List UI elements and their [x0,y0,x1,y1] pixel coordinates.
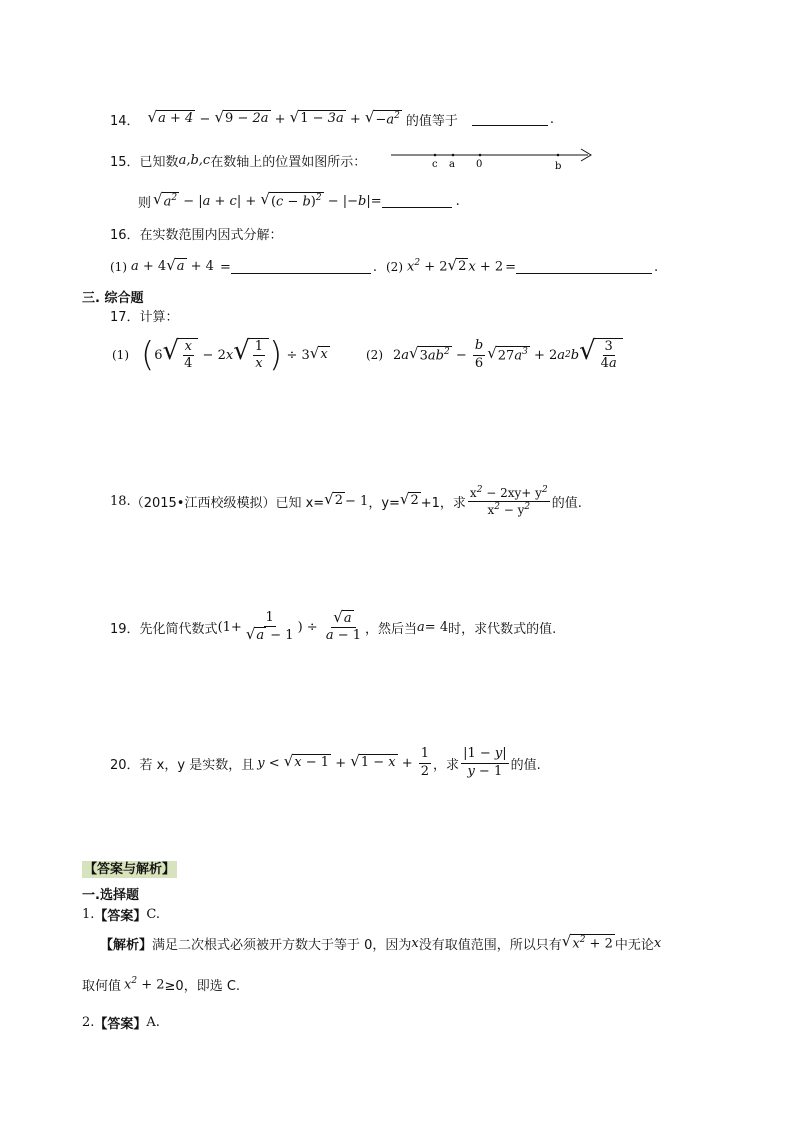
q15-line2-prefix: 则 [138,195,152,211]
q15-answer-blank[interactable] [382,195,452,208]
q15-expression: √ $a^2$ − |a + c| + √ $(c - b)^2$ − |−b| [153,189,371,210]
q18-x-minus: − 1 [345,493,369,509]
answers-header-label: 【答案与解析】 [84,862,176,877]
q16-text: 在实数范围内因式分解： [139,227,283,243]
q15-text-suffix: 在数轴上的位置如图所示： [210,154,367,170]
q16-p2-expression: $x^2 + 2$ √ 2 x + 2 [407,256,504,275]
q20-mid: ，求 [433,757,460,773]
section-3-title: 三. 综合题 [82,291,144,306]
q20-expression: y < √ x − 1 + √ 1 − x + $\frac{1}{2}$ [257,746,430,779]
question-20 [110,740,541,786]
q20-fraction: $\frac{|1 - y|}{y - 1}$ [463,746,507,779]
q17-p1-label: (1) [112,348,129,362]
q14-expression: √ a + 4 − √ 9 − 2a + √ 1 − 3a + √ $-a^2$ [147,107,400,128]
q18-fraction: $\frac{x^2 - 2xy+ y^2}{x^2 - y^2}$ [469,484,548,517]
a1-sqrt-expression: √ $x^2 + 2$ [561,931,613,952]
a2-number: 2. [82,1015,95,1030]
q14-end: . [549,111,554,127]
q17-text: 计算： [139,310,179,325]
q16-p2-eq: = [505,259,517,275]
q18-source: （2015•江西校级模拟）已知 x= [130,495,325,511]
q16-p2-answer-blank[interactable] [516,261,652,274]
q18-y-value: √ 2 [399,490,419,509]
answer-1-line2 [82,975,240,994]
q17-part-1 [112,332,330,378]
q14-answer-blank[interactable] [472,113,548,126]
question-19 [110,604,556,650]
q16-p1-eq: = [219,259,231,275]
axis-label-a: a [449,159,455,170]
q19-var-a: a [417,619,425,635]
q15-text-prefix: 已知数 [139,154,179,170]
question-16 [110,223,283,243]
q15-end: . [455,193,460,209]
a1-line2-expression: $x^2 + 2$ [124,976,165,993]
q17-part-2 [366,332,623,378]
q15-eq: = [370,193,382,209]
a1-number: 1. [82,907,95,922]
a2-value: A. [146,1015,160,1030]
q18-x-value: √ 2 [324,490,344,509]
q16-p2-label: (2) [386,260,403,274]
question-15 [110,150,366,170]
answers-header [82,858,177,877]
axis-label-c: c [432,159,438,170]
q14-tail: 的值等于 [405,113,458,129]
number-line [388,144,598,172]
answer-2 [82,1013,160,1032]
q17-p1-expression: ( 6 √ $\frac{x}{4}$ − 2 x √ $\frac{1}{x}$ ) ÷ 3 √ x [141,335,328,375]
q16-p2-end: . [654,259,659,275]
a1-expl-2: 没有取值范围，所以只有 [418,937,562,953]
a1-label: 【答案】 [94,909,147,924]
a1-line2-2: ≥0，即选 C. [164,979,241,994]
a1-line2-1: 取何值 [82,979,122,994]
q19-number: 19． [110,621,140,637]
q19-prefix: 先化简代数式 [139,621,218,637]
question-15-line2 [138,190,460,212]
q17-p2-expression: 2 a √ $3ab^2$ − $\frac{b}{6}$ √ $27a^3$ + 2 a 2 b √ $\frac{3}{4a}$ [393,338,623,373]
q18-plus1: +1，求 [420,495,466,511]
q18-number: 18. [110,493,131,509]
answer-1-explanation [100,930,661,956]
question-16-parts [110,256,670,278]
q15-vars: a,b,c [178,152,211,168]
a2-label: 【答案】 [94,1017,147,1032]
q16-part-2 [386,256,658,278]
q19-condition: = 4 [424,619,449,635]
a1-expl-1: 满足二次根式必须被开方数大于等于 0，因为 [152,937,412,953]
a1-expl-label: 【解析】 [100,937,153,953]
q16-number: 16． [110,227,140,243]
a1-var-x-1: x [411,935,419,951]
q20-number: 20． [110,757,140,773]
answer-1 [82,905,160,924]
axis-label-zero: 0 [476,159,483,170]
q20-prefix: 若 x，y 是实数，且 [139,757,255,773]
q14-number: 14． [110,113,140,129]
question-17 [110,306,179,325]
q19-mid: ，然后当 [365,621,418,637]
question-18 [110,478,582,524]
q17-p2-label: (2) [366,348,383,362]
q15-number: 15． [110,154,140,170]
q17-number: 17． [110,310,140,325]
a1-value: C. [146,907,161,922]
a1-var-x-2: x [653,935,662,951]
q16-p1-end: . [372,259,377,275]
a1-expl-3: 中无论 [614,937,654,953]
q20-tail: 的值. [510,757,541,773]
q19-tail: 时，求代数式的值. [448,621,557,637]
answers-section-1: 一.选择题 [82,888,139,903]
axis-label-b: b [555,161,562,172]
question-14 [110,108,554,130]
q18-tail: 的值. [551,495,582,511]
q18-y-part: ，y= [368,495,400,511]
q19-expression: (1+ 1 √ a − 1 ) ÷ √ a a − 1 [217,607,362,644]
q16-part-1 [110,256,377,278]
q16-p1-label: (1) [110,260,127,274]
q16-p1-expression: a + 4 √ a + 4 [131,256,214,275]
q16-p1-answer-blank[interactable] [231,261,371,274]
